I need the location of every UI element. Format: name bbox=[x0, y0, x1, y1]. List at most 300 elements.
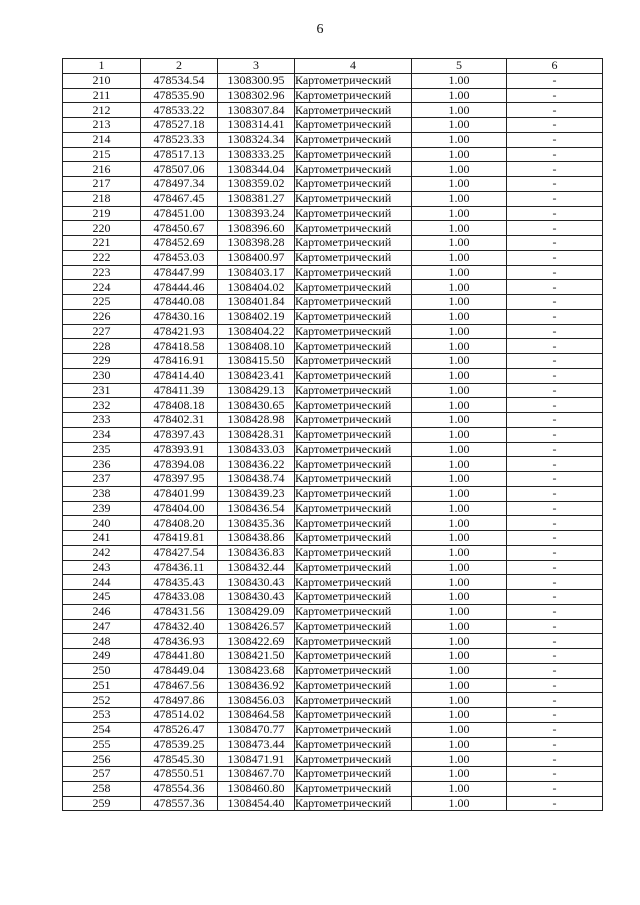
cell-note: - bbox=[507, 457, 603, 472]
coordinates-table bbox=[62, 58, 603, 811]
cell-y-coordinate: 1308324.34 bbox=[218, 132, 295, 147]
cell-precision: 1.00 bbox=[412, 427, 507, 442]
cell-method: Картометрический bbox=[295, 383, 412, 398]
cell-point-number: 251 bbox=[63, 678, 141, 693]
cell-method: Картометрический bbox=[295, 280, 412, 295]
cell-x-coordinate: 478497.34 bbox=[141, 177, 218, 192]
table-row bbox=[63, 531, 603, 546]
cell-x-coordinate: 478411.39 bbox=[141, 383, 218, 398]
table-row bbox=[63, 634, 603, 649]
cell-note: - bbox=[507, 309, 603, 324]
cell-method: Картометрический bbox=[295, 177, 412, 192]
cell-precision: 1.00 bbox=[412, 501, 507, 516]
cell-y-coordinate: 1308396.60 bbox=[218, 221, 295, 236]
cell-y-coordinate: 1308423.68 bbox=[218, 663, 295, 678]
cell-note: - bbox=[507, 619, 603, 634]
cell-precision: 1.00 bbox=[412, 88, 507, 103]
cell-y-coordinate: 1308314.41 bbox=[218, 118, 295, 133]
cell-note: - bbox=[507, 280, 603, 295]
cell-method: Картометрический bbox=[295, 531, 412, 546]
cell-x-coordinate: 478557.36 bbox=[141, 796, 218, 811]
cell-note: - bbox=[507, 486, 603, 501]
cell-point-number: 234 bbox=[63, 427, 141, 442]
table-row bbox=[63, 354, 603, 369]
cell-x-coordinate: 478433.08 bbox=[141, 590, 218, 605]
cell-note: - bbox=[507, 781, 603, 796]
cell-point-number: 223 bbox=[63, 265, 141, 280]
cell-x-coordinate: 478440.08 bbox=[141, 295, 218, 310]
cell-y-coordinate: 1308428.31 bbox=[218, 427, 295, 442]
cell-note: - bbox=[507, 575, 603, 590]
table-header-row bbox=[63, 59, 603, 74]
cell-point-number: 216 bbox=[63, 162, 141, 177]
cell-method: Картометрический bbox=[295, 88, 412, 103]
cell-note: - bbox=[507, 73, 603, 88]
cell-point-number: 255 bbox=[63, 737, 141, 752]
cell-point-number: 245 bbox=[63, 590, 141, 605]
cell-precision: 1.00 bbox=[412, 324, 507, 339]
cell-x-coordinate: 478447.99 bbox=[141, 265, 218, 280]
cell-point-number: 253 bbox=[63, 708, 141, 723]
cell-point-number: 248 bbox=[63, 634, 141, 649]
cell-x-coordinate: 478435.43 bbox=[141, 575, 218, 590]
cell-y-coordinate: 1308436.22 bbox=[218, 457, 295, 472]
table-row bbox=[63, 501, 603, 516]
cell-precision: 1.00 bbox=[412, 73, 507, 88]
table-row bbox=[63, 177, 603, 192]
cell-method: Картометрический bbox=[295, 678, 412, 693]
cell-point-number: 243 bbox=[63, 560, 141, 575]
cell-method: Картометрический bbox=[295, 796, 412, 811]
cell-point-number: 252 bbox=[63, 693, 141, 708]
column-header-3: 3 bbox=[218, 59, 295, 74]
cell-x-coordinate: 478397.95 bbox=[141, 472, 218, 487]
cell-precision: 1.00 bbox=[412, 796, 507, 811]
table-row bbox=[63, 73, 603, 88]
table-row bbox=[63, 708, 603, 723]
cell-note: - bbox=[507, 295, 603, 310]
cell-x-coordinate: 478421.93 bbox=[141, 324, 218, 339]
cell-precision: 1.00 bbox=[412, 339, 507, 354]
cell-method: Картометрический bbox=[295, 250, 412, 265]
cell-precision: 1.00 bbox=[412, 398, 507, 413]
cell-y-coordinate: 1308302.96 bbox=[218, 88, 295, 103]
cell-note: - bbox=[507, 383, 603, 398]
cell-point-number: 211 bbox=[63, 88, 141, 103]
cell-y-coordinate: 1308423.41 bbox=[218, 368, 295, 383]
cell-precision: 1.00 bbox=[412, 722, 507, 737]
cell-point-number: 238 bbox=[63, 486, 141, 501]
column-header-1: 1 bbox=[63, 59, 141, 74]
table-row bbox=[63, 339, 603, 354]
table-row bbox=[63, 132, 603, 147]
cell-y-coordinate: 1308307.84 bbox=[218, 103, 295, 118]
table-row bbox=[63, 560, 603, 575]
cell-note: - bbox=[507, 604, 603, 619]
cell-precision: 1.00 bbox=[412, 236, 507, 251]
cell-x-coordinate: 478427.54 bbox=[141, 545, 218, 560]
cell-x-coordinate: 478452.69 bbox=[141, 236, 218, 251]
table-row bbox=[63, 486, 603, 501]
cell-point-number: 213 bbox=[63, 118, 141, 133]
cell-method: Картометрический bbox=[295, 206, 412, 221]
cell-note: - bbox=[507, 752, 603, 767]
cell-y-coordinate: 1308456.03 bbox=[218, 693, 295, 708]
cell-y-coordinate: 1308454.40 bbox=[218, 796, 295, 811]
cell-precision: 1.00 bbox=[412, 560, 507, 575]
cell-precision: 1.00 bbox=[412, 280, 507, 295]
cell-method: Картометрический bbox=[295, 442, 412, 457]
cell-point-number: 230 bbox=[63, 368, 141, 383]
cell-point-number: 220 bbox=[63, 221, 141, 236]
cell-note: - bbox=[507, 678, 603, 693]
cell-y-coordinate: 1308393.24 bbox=[218, 206, 295, 221]
cell-note: - bbox=[507, 162, 603, 177]
table-row bbox=[63, 649, 603, 664]
cell-note: - bbox=[507, 767, 603, 782]
cell-y-coordinate: 1308429.09 bbox=[218, 604, 295, 619]
cell-point-number: 215 bbox=[63, 147, 141, 162]
cell-x-coordinate: 478453.03 bbox=[141, 250, 218, 265]
cell-y-coordinate: 1308464.58 bbox=[218, 708, 295, 723]
cell-point-number: 235 bbox=[63, 442, 141, 457]
cell-precision: 1.00 bbox=[412, 103, 507, 118]
cell-x-coordinate: 478550.51 bbox=[141, 767, 218, 782]
cell-precision: 1.00 bbox=[412, 206, 507, 221]
cell-y-coordinate: 1308381.27 bbox=[218, 191, 295, 206]
cell-note: - bbox=[507, 722, 603, 737]
cell-method: Картометрический bbox=[295, 486, 412, 501]
cell-y-coordinate: 1308344.04 bbox=[218, 162, 295, 177]
cell-precision: 1.00 bbox=[412, 619, 507, 634]
cell-note: - bbox=[507, 545, 603, 560]
cell-y-coordinate: 1308436.83 bbox=[218, 545, 295, 560]
cell-note: - bbox=[507, 324, 603, 339]
cell-note: - bbox=[507, 663, 603, 678]
cell-precision: 1.00 bbox=[412, 752, 507, 767]
cell-precision: 1.00 bbox=[412, 177, 507, 192]
cell-x-coordinate: 478436.93 bbox=[141, 634, 218, 649]
cell-method: Картометрический bbox=[295, 295, 412, 310]
cell-y-coordinate: 1308430.65 bbox=[218, 398, 295, 413]
cell-y-coordinate: 1308435.36 bbox=[218, 516, 295, 531]
cell-x-coordinate: 478441.80 bbox=[141, 649, 218, 664]
cell-point-number: 233 bbox=[63, 413, 141, 428]
cell-point-number: 217 bbox=[63, 177, 141, 192]
cell-precision: 1.00 bbox=[412, 590, 507, 605]
cell-precision: 1.00 bbox=[412, 295, 507, 310]
table-row bbox=[63, 250, 603, 265]
cell-point-number: 242 bbox=[63, 545, 141, 560]
table-row bbox=[63, 221, 603, 236]
cell-method: Картометрический bbox=[295, 427, 412, 442]
table-row bbox=[63, 737, 603, 752]
cell-precision: 1.00 bbox=[412, 118, 507, 133]
cell-method: Картометрический bbox=[295, 767, 412, 782]
cell-y-coordinate: 1308436.54 bbox=[218, 501, 295, 516]
cell-method: Картометрический bbox=[295, 752, 412, 767]
cell-x-coordinate: 478523.33 bbox=[141, 132, 218, 147]
cell-x-coordinate: 478444.46 bbox=[141, 280, 218, 295]
cell-note: - bbox=[507, 516, 603, 531]
cell-note: - bbox=[507, 560, 603, 575]
cell-method: Картометрический bbox=[295, 663, 412, 678]
column-header-2: 2 bbox=[141, 59, 218, 74]
cell-method: Картометрический bbox=[295, 265, 412, 280]
cell-precision: 1.00 bbox=[412, 604, 507, 619]
cell-precision: 1.00 bbox=[412, 737, 507, 752]
table-row bbox=[63, 236, 603, 251]
cell-point-number: 210 bbox=[63, 73, 141, 88]
column-header-6: 6 bbox=[507, 59, 603, 74]
cell-point-number: 236 bbox=[63, 457, 141, 472]
cell-note: - bbox=[507, 265, 603, 280]
cell-method: Картометрический bbox=[295, 368, 412, 383]
cell-method: Картометрический bbox=[295, 236, 412, 251]
cell-note: - bbox=[507, 501, 603, 516]
cell-note: - bbox=[507, 191, 603, 206]
cell-x-coordinate: 478451.00 bbox=[141, 206, 218, 221]
cell-precision: 1.00 bbox=[412, 147, 507, 162]
table-row bbox=[63, 442, 603, 457]
table-row bbox=[63, 619, 603, 634]
cell-precision: 1.00 bbox=[412, 708, 507, 723]
cell-point-number: 250 bbox=[63, 663, 141, 678]
table-row bbox=[63, 147, 603, 162]
cell-method: Картометрический bbox=[295, 649, 412, 664]
table-body bbox=[63, 73, 603, 811]
cell-precision: 1.00 bbox=[412, 309, 507, 324]
table-row bbox=[63, 693, 603, 708]
cell-precision: 1.00 bbox=[412, 781, 507, 796]
cell-method: Картометрический bbox=[295, 132, 412, 147]
cell-x-coordinate: 478533.22 bbox=[141, 103, 218, 118]
cell-y-coordinate: 1308436.92 bbox=[218, 678, 295, 693]
table-row bbox=[63, 678, 603, 693]
cell-method: Картометрический bbox=[295, 457, 412, 472]
cell-y-coordinate: 1308467.70 bbox=[218, 767, 295, 782]
cell-precision: 1.00 bbox=[412, 368, 507, 383]
cell-precision: 1.00 bbox=[412, 162, 507, 177]
cell-point-number: 226 bbox=[63, 309, 141, 324]
cell-method: Картометрический bbox=[295, 398, 412, 413]
cell-x-coordinate: 478526.47 bbox=[141, 722, 218, 737]
cell-y-coordinate: 1308421.50 bbox=[218, 649, 295, 664]
cell-note: - bbox=[507, 147, 603, 162]
cell-note: - bbox=[507, 132, 603, 147]
cell-point-number: 249 bbox=[63, 649, 141, 664]
cell-method: Картометрический bbox=[295, 324, 412, 339]
cell-precision: 1.00 bbox=[412, 383, 507, 398]
cell-note: - bbox=[507, 693, 603, 708]
table-row bbox=[63, 383, 603, 398]
cell-y-coordinate: 1308426.57 bbox=[218, 619, 295, 634]
cell-point-number: 247 bbox=[63, 619, 141, 634]
cell-note: - bbox=[507, 796, 603, 811]
cell-precision: 1.00 bbox=[412, 516, 507, 531]
cell-method: Картометрический bbox=[295, 560, 412, 575]
cell-method: Картометрический bbox=[295, 191, 412, 206]
cell-y-coordinate: 1308432.44 bbox=[218, 560, 295, 575]
table-row bbox=[63, 516, 603, 531]
cell-method: Картометрический bbox=[295, 501, 412, 516]
cell-point-number: 214 bbox=[63, 132, 141, 147]
cell-method: Картометрический bbox=[295, 634, 412, 649]
cell-method: Картометрический bbox=[295, 147, 412, 162]
cell-note: - bbox=[507, 737, 603, 752]
cell-point-number: 228 bbox=[63, 339, 141, 354]
cell-note: - bbox=[507, 427, 603, 442]
cell-note: - bbox=[507, 88, 603, 103]
table-row bbox=[63, 575, 603, 590]
cell-point-number: 257 bbox=[63, 767, 141, 782]
cell-point-number: 256 bbox=[63, 752, 141, 767]
cell-note: - bbox=[507, 250, 603, 265]
table-row bbox=[63, 280, 603, 295]
cell-precision: 1.00 bbox=[412, 442, 507, 457]
cell-point-number: 254 bbox=[63, 722, 141, 737]
cell-precision: 1.00 bbox=[412, 265, 507, 280]
cell-y-coordinate: 1308400.97 bbox=[218, 250, 295, 265]
cell-x-coordinate: 478432.40 bbox=[141, 619, 218, 634]
cell-precision: 1.00 bbox=[412, 575, 507, 590]
table-row bbox=[63, 324, 603, 339]
cell-method: Картометрический bbox=[295, 103, 412, 118]
cell-precision: 1.00 bbox=[412, 221, 507, 236]
cell-point-number: 219 bbox=[63, 206, 141, 221]
cell-point-number: 237 bbox=[63, 472, 141, 487]
cell-precision: 1.00 bbox=[412, 531, 507, 546]
cell-x-coordinate: 478545.30 bbox=[141, 752, 218, 767]
cell-x-coordinate: 478404.00 bbox=[141, 501, 218, 516]
table-row bbox=[63, 309, 603, 324]
cell-y-coordinate: 1308398.28 bbox=[218, 236, 295, 251]
cell-note: - bbox=[507, 649, 603, 664]
cell-x-coordinate: 478418.58 bbox=[141, 339, 218, 354]
cell-precision: 1.00 bbox=[412, 693, 507, 708]
cell-y-coordinate: 1308415.50 bbox=[218, 354, 295, 369]
cell-point-number: 259 bbox=[63, 796, 141, 811]
table-row bbox=[63, 118, 603, 133]
cell-y-coordinate: 1308438.86 bbox=[218, 531, 295, 546]
cell-precision: 1.00 bbox=[412, 634, 507, 649]
cell-method: Картометрический bbox=[295, 781, 412, 796]
cell-note: - bbox=[507, 103, 603, 118]
cell-note: - bbox=[507, 236, 603, 251]
cell-x-coordinate: 478517.13 bbox=[141, 147, 218, 162]
cell-method: Картометрический bbox=[295, 162, 412, 177]
cell-method: Картометрический bbox=[295, 722, 412, 737]
cell-method: Картометрический bbox=[295, 472, 412, 487]
table-row bbox=[63, 472, 603, 487]
cell-note: - bbox=[507, 531, 603, 546]
cell-method: Картометрический bbox=[295, 604, 412, 619]
cell-note: - bbox=[507, 354, 603, 369]
cell-point-number: 244 bbox=[63, 575, 141, 590]
cell-precision: 1.00 bbox=[412, 486, 507, 501]
cell-method: Картометрический bbox=[295, 413, 412, 428]
cell-x-coordinate: 478449.04 bbox=[141, 663, 218, 678]
cell-method: Картометрический bbox=[295, 575, 412, 590]
cell-precision: 1.00 bbox=[412, 132, 507, 147]
cell-y-coordinate: 1308404.02 bbox=[218, 280, 295, 295]
column-header-4: 4 bbox=[295, 59, 412, 74]
cell-x-coordinate: 478416.91 bbox=[141, 354, 218, 369]
cell-x-coordinate: 478497.86 bbox=[141, 693, 218, 708]
table-row bbox=[63, 162, 603, 177]
cell-x-coordinate: 478393.91 bbox=[141, 442, 218, 457]
table-row bbox=[63, 206, 603, 221]
table-row bbox=[63, 590, 603, 605]
cell-y-coordinate: 1308333.25 bbox=[218, 147, 295, 162]
cell-method: Картометрический bbox=[295, 590, 412, 605]
cell-note: - bbox=[507, 339, 603, 354]
cell-x-coordinate: 478419.81 bbox=[141, 531, 218, 546]
cell-method: Картометрический bbox=[295, 309, 412, 324]
cell-method: Картометрический bbox=[295, 545, 412, 560]
table-row bbox=[63, 663, 603, 678]
cell-precision: 1.00 bbox=[412, 545, 507, 560]
cell-precision: 1.00 bbox=[412, 354, 507, 369]
cell-y-coordinate: 1308403.17 bbox=[218, 265, 295, 280]
cell-x-coordinate: 478436.11 bbox=[141, 560, 218, 575]
cell-y-coordinate: 1308402.19 bbox=[218, 309, 295, 324]
cell-y-coordinate: 1308401.84 bbox=[218, 295, 295, 310]
table-row bbox=[63, 88, 603, 103]
cell-x-coordinate: 478408.20 bbox=[141, 516, 218, 531]
cell-point-number: 231 bbox=[63, 383, 141, 398]
cell-method: Картометрический bbox=[295, 693, 412, 708]
cell-point-number: 229 bbox=[63, 354, 141, 369]
cell-note: - bbox=[507, 442, 603, 457]
table-row bbox=[63, 796, 603, 811]
table-row bbox=[63, 427, 603, 442]
cell-method: Картометрический bbox=[295, 73, 412, 88]
table-row bbox=[63, 752, 603, 767]
cell-y-coordinate: 1308460.80 bbox=[218, 781, 295, 796]
table-row bbox=[63, 103, 603, 118]
cell-x-coordinate: 478507.06 bbox=[141, 162, 218, 177]
cell-x-coordinate: 478394.08 bbox=[141, 457, 218, 472]
cell-method: Картометрический bbox=[295, 221, 412, 236]
cell-x-coordinate: 478535.90 bbox=[141, 88, 218, 103]
cell-point-number: 212 bbox=[63, 103, 141, 118]
cell-point-number: 246 bbox=[63, 604, 141, 619]
cell-point-number: 225 bbox=[63, 295, 141, 310]
cell-point-number: 240 bbox=[63, 516, 141, 531]
cell-y-coordinate: 1308408.10 bbox=[218, 339, 295, 354]
cell-precision: 1.00 bbox=[412, 472, 507, 487]
cell-note: - bbox=[507, 206, 603, 221]
cell-note: - bbox=[507, 413, 603, 428]
cell-y-coordinate: 1308359.02 bbox=[218, 177, 295, 192]
cell-point-number: 222 bbox=[63, 250, 141, 265]
cell-x-coordinate: 478534.54 bbox=[141, 73, 218, 88]
cell-y-coordinate: 1308404.22 bbox=[218, 324, 295, 339]
cell-method: Картометрический bbox=[295, 118, 412, 133]
cell-y-coordinate: 1308470.77 bbox=[218, 722, 295, 737]
cell-x-coordinate: 478431.56 bbox=[141, 604, 218, 619]
cell-x-coordinate: 478539.25 bbox=[141, 737, 218, 752]
cell-note: - bbox=[507, 472, 603, 487]
table-row bbox=[63, 265, 603, 280]
cell-y-coordinate: 1308429.13 bbox=[218, 383, 295, 398]
cell-y-coordinate: 1308428.98 bbox=[218, 413, 295, 428]
cell-point-number: 224 bbox=[63, 280, 141, 295]
cell-y-coordinate: 1308438.74 bbox=[218, 472, 295, 487]
cell-point-number: 227 bbox=[63, 324, 141, 339]
cell-method: Картометрический bbox=[295, 354, 412, 369]
